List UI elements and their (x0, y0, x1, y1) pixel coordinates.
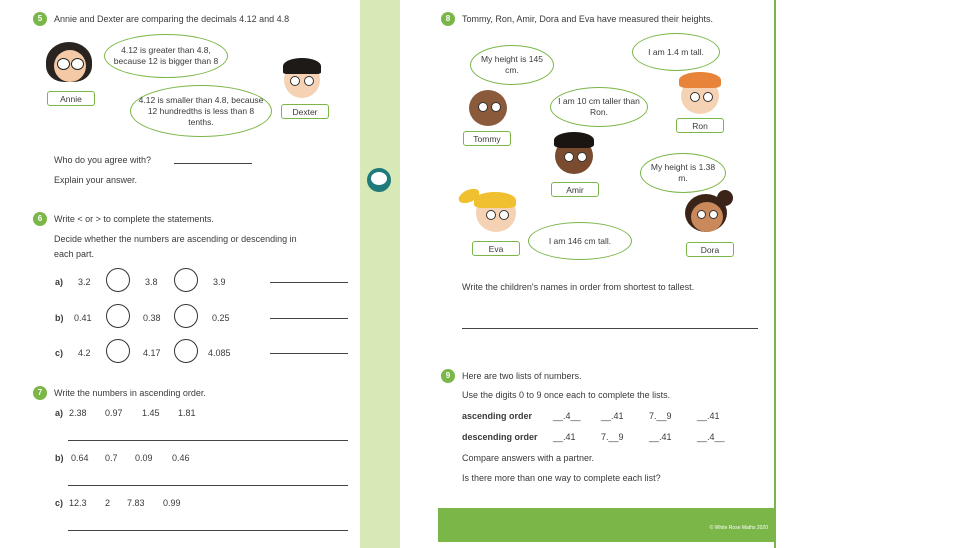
q6-prompt: Write < or > to complete the statements. (54, 214, 214, 224)
dexter-avatar (278, 56, 326, 102)
annie-speech-bubble: 4.12 is greater than 4.8, because 12 is bigger than 8 (104, 34, 228, 78)
amir-speech-bubble: I am 10 cm taller than Ron. (550, 87, 648, 127)
q7-row-a-label: a) (55, 408, 64, 418)
q7-row-a-value-2: 0.97 (105, 408, 123, 418)
ron-avatar (677, 72, 725, 116)
q6-row-a-circle-1[interactable] (106, 268, 130, 292)
q6-row-c-circle-2[interactable] (174, 339, 198, 363)
ron-nametag: Ron (676, 118, 724, 133)
q6-row-a-answer-line[interactable] (270, 282, 348, 283)
q5-explain: Explain your answer. (54, 175, 138, 185)
q9-descending-4[interactable]: __.4__ (697, 432, 725, 442)
question-9-badge: 9 (441, 369, 455, 383)
q6-row-c-n2: 4.17 (143, 348, 161, 358)
q7-prompt: Write the numbers in ascending order. (54, 388, 206, 398)
q9-compare: Compare answers with a partner. (462, 453, 595, 463)
binding-ring-icon (367, 168, 391, 192)
q7-row-a-value-4: 1.81 (178, 408, 196, 418)
q9-descending-1[interactable]: __.41 (553, 432, 576, 442)
q9-descending-label: descending order (462, 432, 538, 442)
q5-agree-question: Who do you agree with? (54, 155, 152, 165)
tommy-avatar (466, 88, 510, 128)
q8-instruction: Write the children's names in order from shortest to tallest. (462, 282, 695, 292)
q6-row-a-n2: 3.8 (145, 277, 158, 287)
q6-row-c-answer-line[interactable] (270, 353, 348, 354)
q9-ascending-label: ascending order (462, 411, 533, 421)
page-gutter (360, 0, 400, 548)
q7-row-c-label: c) (55, 498, 64, 508)
q7-row-b-answer-line[interactable] (68, 485, 348, 486)
dora-nametag: Dora (686, 242, 734, 257)
eva-nametag: Eva (472, 241, 520, 256)
q8-answer-line[interactable] (462, 328, 758, 329)
q6-row-b-circle-1[interactable] (106, 304, 130, 328)
q7-row-b-value-1: 0.64 (71, 453, 89, 463)
copyright-text: © White Rose Maths 2020 (709, 525, 768, 531)
q6-row-b-label: b) (55, 313, 64, 323)
amir-avatar (550, 132, 598, 176)
dexter-nametag: Dexter (281, 104, 329, 119)
question-7-badge: 7 (33, 386, 47, 400)
q6-row-b-n3: 0.25 (212, 313, 230, 323)
q5-agree-answer-line[interactable] (174, 163, 252, 164)
q9-ascending-2[interactable]: __.41 (601, 411, 624, 421)
ron-speech-bubble: I am 1.4 m tall. (632, 33, 720, 71)
q7-row-c-value-1: 12.3 (69, 498, 87, 508)
question-6-badge: 6 (33, 212, 47, 226)
q7-row-c-answer-line[interactable] (68, 530, 348, 531)
q7-row-a-answer-line[interactable] (68, 440, 348, 441)
q9-ascending-4[interactable]: __.41 (697, 411, 720, 421)
question-5-badge: 5 (33, 12, 47, 26)
eva-avatar (458, 188, 522, 236)
q7-row-c-value-4: 0.99 (163, 498, 181, 508)
dora-speech-bubble: My height is 1.38 m. (640, 153, 726, 193)
q6-sub-2: each part. (54, 249, 95, 259)
q9-ascending-1[interactable]: __.4__ (553, 411, 581, 421)
q6-row-b-circle-2[interactable] (174, 304, 198, 328)
q6-sub-1: Decide whether the numbers are ascending or descending in (54, 234, 297, 244)
footer-bar (438, 508, 776, 542)
tommy-nametag: Tommy (463, 131, 511, 146)
q6-row-a-n3: 3.9 (213, 277, 226, 287)
q7-row-b-value-4: 0.46 (172, 453, 190, 463)
dexter-speech-bubble: 4.12 is smaller than 4.8, because 12 hundredths is less than 8 tenths. (130, 85, 272, 137)
q6-row-b-n2: 0.38 (143, 313, 161, 323)
eva-speech-bubble: I am 146 cm tall. (528, 222, 632, 260)
q6-row-a-circle-2[interactable] (174, 268, 198, 292)
q9-sub: Use the digits 0 to 9 once each to complete the lists. (462, 390, 671, 400)
q7-row-a-value-1: 2.38 (69, 408, 87, 418)
q7-row-c-value-3: 7.83 (127, 498, 145, 508)
annie-avatar (44, 40, 94, 86)
q7-row-b-label: b) (55, 453, 64, 463)
q9-ascending-3[interactable]: 7.__9 (649, 411, 672, 421)
q6-row-c-n1: 4.2 (78, 348, 91, 358)
q6-row-a-n1: 3.2 (78, 277, 91, 287)
q7-row-c-value-2: 2 (105, 498, 111, 508)
annie-nametag: Annie (47, 91, 95, 106)
q8-prompt: Tommy, Ron, Amir, Dora and Eva have measured their heights. (462, 14, 713, 24)
q9-descending-3[interactable]: __.41 (649, 432, 672, 442)
q6-row-b-n1: 0.41 (74, 313, 92, 323)
q6-row-b-answer-line[interactable] (270, 318, 348, 319)
q6-row-c-circle-1[interactable] (106, 339, 130, 363)
q6-row-a-label: a) (55, 277, 64, 287)
question-8-badge: 8 (441, 12, 455, 26)
q6-row-c-label: c) (55, 348, 64, 358)
amir-nametag: Amir (551, 182, 599, 197)
q9-descending-2[interactable]: 7.__9 (601, 432, 624, 442)
dora-avatar (683, 190, 735, 234)
tommy-speech-bubble: My height is 145 cm. (470, 45, 554, 85)
q9-question: Is there more than one way to complete each list? (462, 473, 661, 483)
q5-prompt: Annie and Dexter are comparing the decimals 4.12 and 4.8 (54, 14, 290, 24)
q7-row-a-value-3: 1.45 (142, 408, 160, 418)
q6-row-c-n3: 4.085 (208, 348, 231, 358)
q9-prompt: Here are two lists of numbers. (462, 371, 582, 381)
q7-row-b-value-2: 0.7 (105, 453, 118, 463)
q7-row-b-value-3: 0.09 (135, 453, 153, 463)
